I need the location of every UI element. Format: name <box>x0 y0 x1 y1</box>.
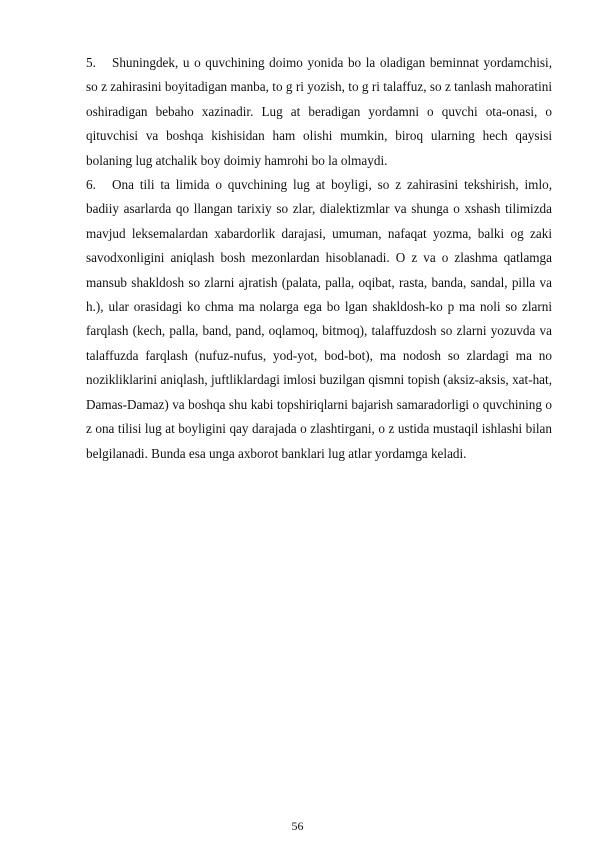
paragraph-6 <box>86 173 552 466</box>
paragraph-text: Ona tili ta limida o quvchining lug at boyligi, so z zahirasini tekshirish, imlo, badiiy asarlarda qo llangan tarixiy so zlar, dialektizmlar va shunga o xshash tilimizda mavjud leksemalardan xabardorlik darajasi, umuman, nafaqat yozma, balki og zaki savodxonligini aniqlash bosh mezonlardan hisoblanadi. O z va o zlashma qatlamga mansub shakldosh so zlarni ajratish (palata, palla, oqibat, rasta, banda, sandal, pilla va h.), ular orasidagi ko chma ma nolarga ega bo lgan shakldosh-ko p ma noli so zlarni farqlash (kech, palla, band, pand, oqlamoq, bitmoq), talaffuzdosh so zlarni yozuvda va talaffuzda farqlash (nufuz-nufus, yod-yot, bod-bot), ma nodosh so zlardagi ma no nozikliklarini aniqlash, juftliklardagi imlosi buzilgan qismni topish (aksiz-aksis, xat-hat, Damas-Damaz) va boshqa shu kabi topshiriqlarni bajarish samaradorligi o quvchining o z ona tilisi lug at boyligini qay darajada o zlashtirgani, o z ustida mustaqil ishlashi bilan belgilanadi. Bunda esa unga axborot banklari lug atlar yordamga keladi. <box>86 177 552 461</box>
paragraph-number: 5. <box>86 55 96 70</box>
paragraph-number: 6. <box>86 177 96 193</box>
paragraph-5 <box>86 51 552 173</box>
page-content <box>86 51 552 466</box>
paragraph-text: Shuningdek, u o quvchining doimo yonida bo la oladigan beminnat yordamchisi, so z zahirasini boyitadigan manba, to g ri yozish, to g ri talaffuz, so z tanlash mahoratini oshiradigan bebaho xazinadir. Lug at beradigan yordamni o quvchi ota-onasi, o qituvchisi va boshqa kishisidan ham olishi mumkin, biroq ularning hech qaysisi bolaning lug atchalik boy doimiy hamrohi bo la olmaydi. <box>86 55 552 168</box>
page-number: 56 <box>291 819 304 833</box>
